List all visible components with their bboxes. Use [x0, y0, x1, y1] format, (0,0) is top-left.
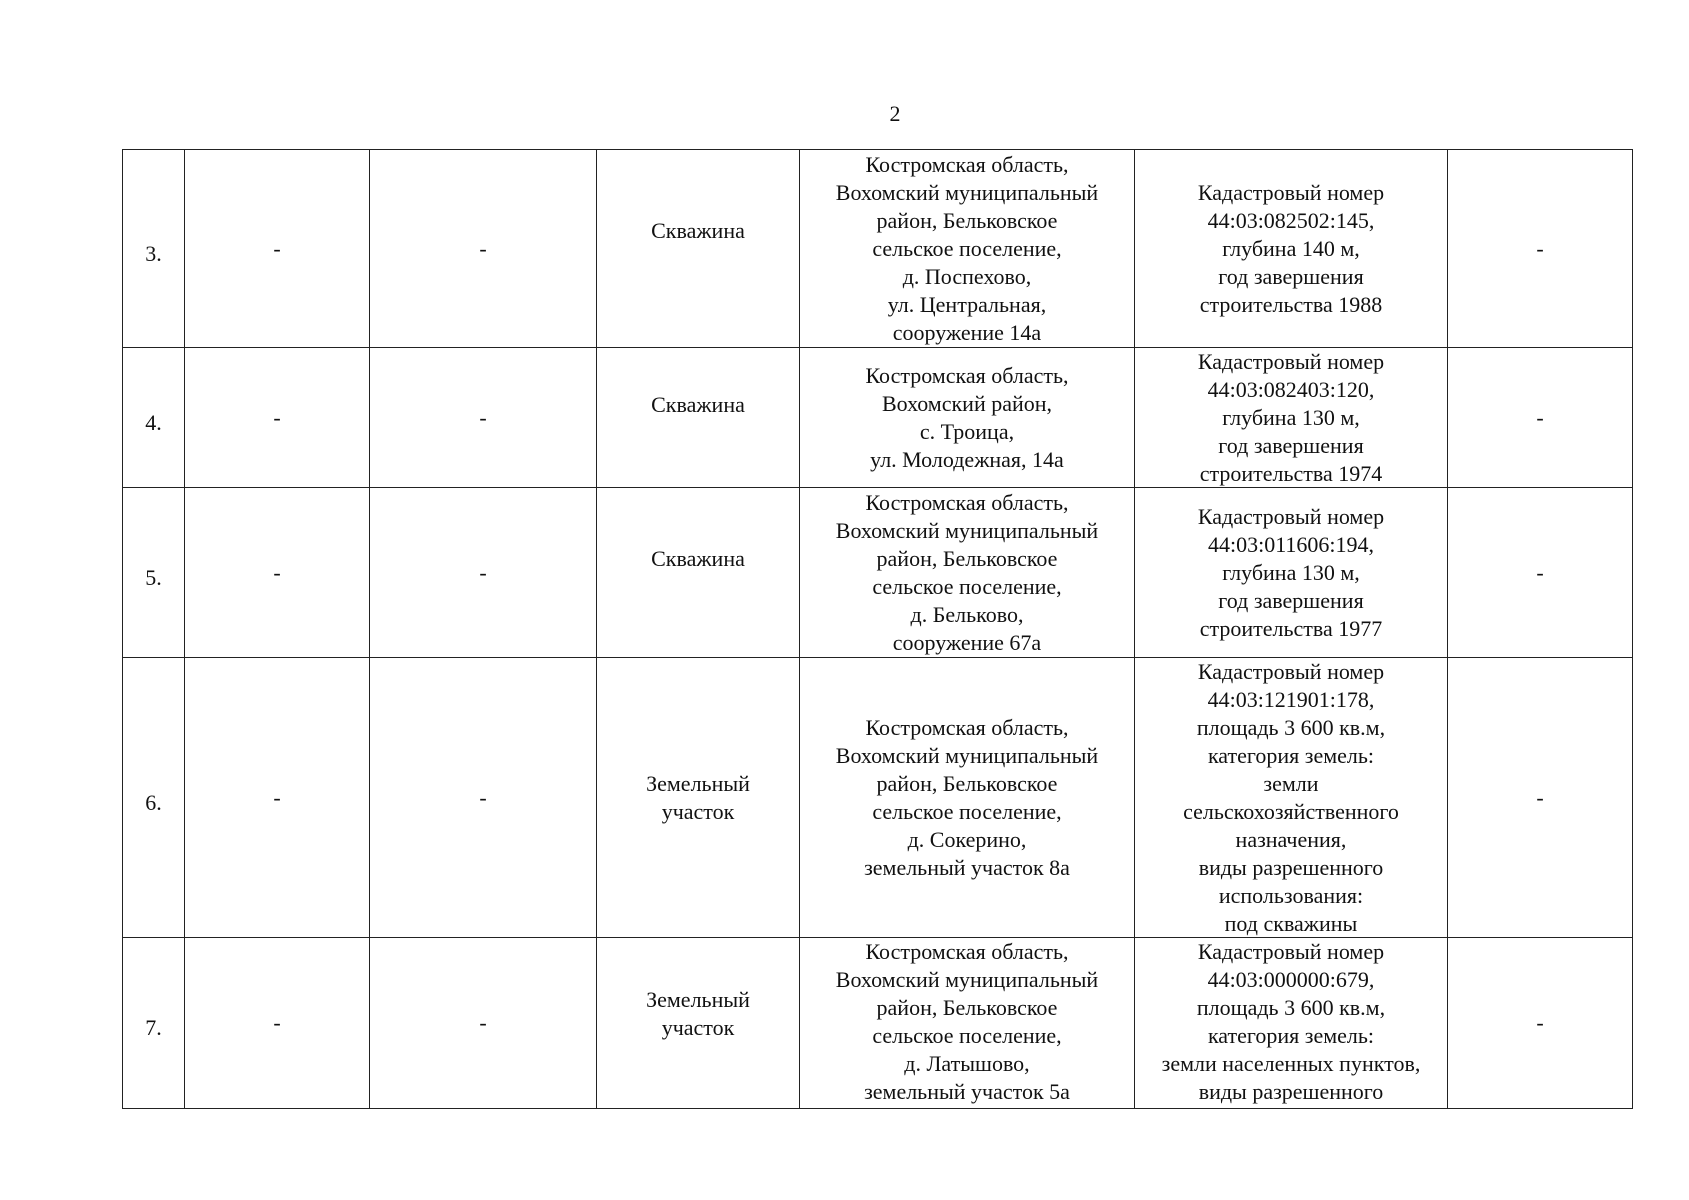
empty-cell — [1448, 150, 1633, 348]
row-number: 7. — [145, 1015, 162, 1040]
empty-cell — [1448, 348, 1633, 488]
object-name-cell — [597, 488, 800, 658]
row-number-cell — [123, 488, 185, 658]
table-row — [123, 348, 1633, 488]
dash-value: - — [1536, 235, 1544, 261]
dash-value: - — [1536, 784, 1544, 810]
object-name: Скважина — [651, 545, 745, 571]
description-text: Кадастровый номер 44:03:121901:178, площадь 3 600 кв.м, категория земель: земли сельскохозяйственного назначения, виды разрешенного использования: под скважины — [1183, 658, 1399, 936]
object-name-cell — [597, 938, 800, 1109]
property-table — [122, 149, 1633, 1109]
description-cell — [1135, 938, 1448, 1109]
description-text: Кадастровый номер 44:03:082403:120, глубина 130 м, год завершения строительства 1974 — [1197, 348, 1385, 486]
empty-cell — [185, 658, 370, 938]
dash-value: - — [1536, 404, 1544, 430]
empty-cell — [185, 348, 370, 488]
page-number: 2 — [889, 101, 901, 126]
dash-value: - — [479, 559, 487, 585]
dash-value: - — [273, 235, 281, 261]
empty-cell — [370, 150, 597, 348]
object-name: Скважина — [651, 391, 745, 417]
object-name-cell — [597, 150, 800, 348]
empty-cell — [185, 938, 370, 1109]
row-number-cell — [123, 348, 185, 488]
description-cell — [1135, 658, 1448, 938]
description-text: Кадастровый номер 44:03:082502:145, глубина 140 м, год завершения строительства 1988 — [1197, 179, 1385, 317]
dash-value: - — [479, 1010, 487, 1035]
object-name: Земельный участок — [646, 987, 750, 1040]
row-number: 4. — [145, 409, 162, 435]
address-text: Костромская область, Вохомский муниципальный район, Бельковское сельское поселение, д. Бельково, сооружение 67а — [835, 489, 1099, 655]
dash-value: - — [273, 784, 281, 810]
object-name-cell — [597, 658, 800, 938]
description-cell — [1135, 150, 1448, 348]
address-cell — [800, 348, 1135, 488]
empty-cell — [370, 348, 597, 488]
dash-value: - — [273, 559, 281, 585]
empty-cell — [370, 658, 597, 938]
table-row — [123, 938, 1633, 1109]
row-number-cell — [123, 150, 185, 348]
object-name-cell — [597, 348, 800, 488]
empty-cell — [185, 150, 370, 348]
address-cell — [800, 658, 1135, 938]
description-text: Кадастровый номер 44:03:000000:679, площадь 3 600 кв.м, категория земель: земли населенных пунктов, виды разрешенного — [1161, 939, 1421, 1104]
empty-cell — [370, 488, 597, 658]
empty-cell — [370, 938, 597, 1109]
address-cell — [800, 938, 1135, 1109]
dash-value: - — [479, 784, 487, 810]
address-text: Костромская область, Вохомский муниципальный район, Бельковское сельское поселение, д. Сокерино, земельный участок 8а — [835, 714, 1099, 880]
dash-value: - — [1536, 559, 1544, 585]
dash-value: - — [479, 235, 487, 261]
table-row — [123, 488, 1633, 658]
empty-cell — [1448, 658, 1633, 938]
description-text: Кадастровый номер 44:03:011606:194, глубина 130 м, год завершения строительства 1977 — [1197, 503, 1385, 641]
description-cell — [1135, 348, 1448, 488]
row-number-cell — [123, 658, 185, 938]
row-number-cell — [123, 938, 185, 1109]
address-text: Костромская область, Вохомский район, с. Троица, ул. Молодежная, 14а — [865, 362, 1069, 472]
empty-cell — [1448, 938, 1633, 1109]
dash-value: - — [273, 1010, 281, 1035]
description-cell — [1135, 488, 1448, 658]
table-row — [123, 658, 1633, 938]
dash-value: - — [479, 404, 487, 430]
address-text: Костромская область, Вохомский муниципальный район, Бельковское сельское поселение, д. Латышово, земельный участок 5а — [835, 939, 1099, 1104]
row-number: 5. — [145, 564, 162, 590]
dash-value: - — [273, 404, 281, 430]
object-name: Скважина — [651, 217, 745, 243]
object-name: Земельный участок — [646, 770, 750, 824]
address-cell — [800, 488, 1135, 658]
empty-cell — [1448, 488, 1633, 658]
address-cell — [800, 150, 1135, 348]
address-text: Костромская область, Вохомский муниципальный район, Бельковское сельское поселение, д. Поспехово, ул. Центральная, сооружение 14а — [835, 151, 1099, 345]
table-row — [123, 150, 1633, 348]
empty-cell — [185, 488, 370, 658]
row-number: 3. — [145, 240, 162, 266]
row-number: 6. — [145, 789, 162, 815]
dash-value: - — [1536, 1010, 1544, 1035]
